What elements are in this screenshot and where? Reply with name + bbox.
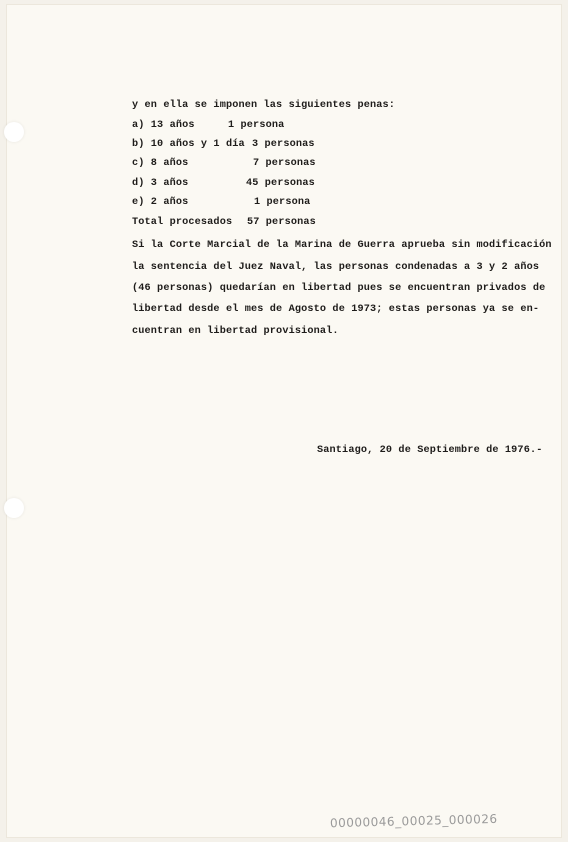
penalty-label-b: b) 10 años y 1 día	[132, 139, 245, 150]
place-date-line: Santiago, 20 de Septiembre de 1976.-	[317, 445, 543, 456]
paragraph-line: cuentran en libertad provisional.	[132, 326, 339, 337]
penalty-label-e: e) 2 años	[132, 197, 189, 208]
intro-line: y en ella se imponen las siguientes penas:	[132, 100, 396, 111]
paragraph-line: libertad desde el mes de Agosto de 1973; estas personas ya se en-	[132, 304, 540, 315]
archive-stamp: 00000046_00025_000026	[329, 811, 498, 831]
punch-hole	[4, 498, 24, 518]
penalty-count-e: 1 persona	[254, 197, 311, 208]
penalty-count-c: 7 personas	[253, 158, 316, 169]
paragraph-line: la sentencia del Juez Naval, las personas condenadas a 3 y 2 años	[132, 262, 540, 273]
penalty-label-c: c) 8 años	[132, 158, 189, 169]
paragraph-line: Si la Corte Marcial de la Marina de Guerra aprueba sin modificación	[132, 240, 552, 251]
penalty-count-b: 3 personas	[252, 139, 315, 150]
penalty-count-a: 1 persona	[228, 120, 285, 131]
punch-hole	[4, 122, 24, 142]
total-count: 57 personas	[247, 217, 316, 228]
penalty-count-d: 45 personas	[246, 178, 315, 189]
penalty-label-d: d) 3 años	[132, 178, 189, 189]
penalty-label-a: a) 13 años	[132, 120, 195, 131]
paragraph-line: (46 personas) quedarían en libertad pues se encuentran privados de	[132, 283, 546, 294]
total-label: Total procesados	[132, 217, 233, 228]
